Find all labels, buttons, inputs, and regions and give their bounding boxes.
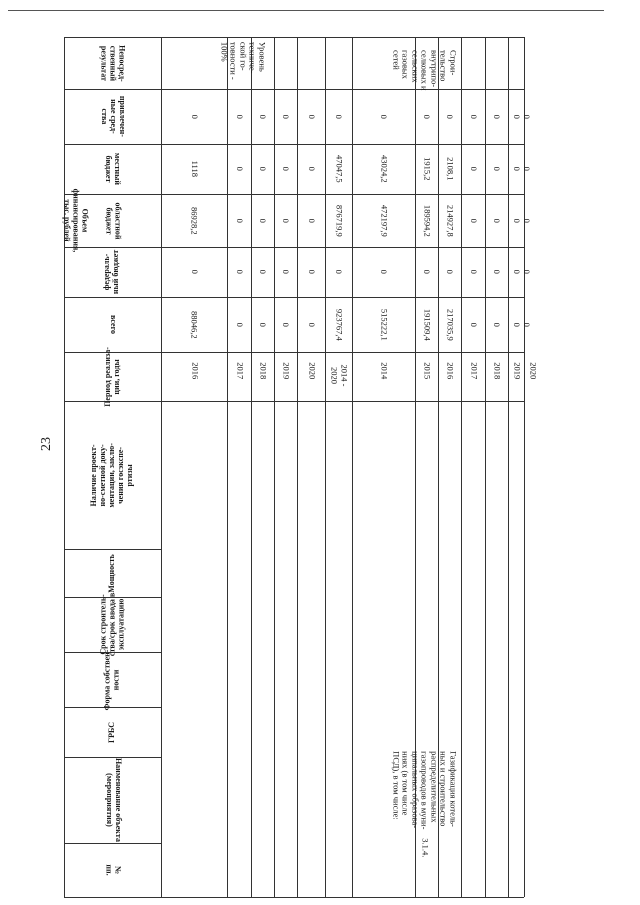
header-regional: областной бюджет xyxy=(104,202,123,239)
cell-period: 2018 xyxy=(492,362,503,380)
cell-attracted: 0 xyxy=(521,114,532,119)
header-federal: федераль- ный бюджет xyxy=(102,249,121,295)
cell-local: 0 xyxy=(511,166,522,172)
cell-total: 0 xyxy=(492,322,503,327)
cell-local: 0 xyxy=(521,166,532,172)
cell-local: 47047,5 xyxy=(334,155,345,183)
header-name: Наименование объекта (мероприятия) xyxy=(104,758,123,842)
cell-period: 2017 xyxy=(468,362,479,380)
cell-total: 217035,9 xyxy=(445,308,456,341)
cell-local: 0 xyxy=(281,166,292,172)
result-group-2: Строи- тельство внутрипо- селковых и сельских газовых сетей xyxy=(391,50,459,91)
cell-attracted: 0 xyxy=(445,114,456,119)
cell-total: 515222,1 xyxy=(379,308,390,341)
cell-local: 0 xyxy=(234,166,245,172)
cell-period: 2014 - 2020 xyxy=(329,364,350,387)
cell-federal: 0 xyxy=(306,269,317,275)
cell-total: 0 xyxy=(234,322,245,327)
header-capacity: Мощность xyxy=(107,553,117,593)
header-grbs: ГРБС xyxy=(107,721,117,743)
cell-attracted: 0 xyxy=(422,114,433,119)
header-period: Период реализа- ции, годы xyxy=(102,346,121,407)
top-rule xyxy=(8,10,604,11)
header-ownership: Форма собствен- ности xyxy=(102,649,121,710)
cell-federal: 0 xyxy=(234,269,245,275)
financing-table xyxy=(62,37,539,897)
cell-period: 2014 xyxy=(379,362,390,380)
cell-attracted: 0 xyxy=(281,114,292,119)
header-attracted: привлечен- ные сред- ства xyxy=(100,95,127,138)
cell-total: 88046,2 xyxy=(189,310,200,339)
header-local: местный бюджет xyxy=(104,152,123,186)
data-rule xyxy=(161,401,524,402)
cell-attracted: 0 xyxy=(306,114,317,119)
cell-regional: 472197,9 xyxy=(379,204,390,237)
cell-regional: 0 xyxy=(468,218,479,223)
cell-attracted: 0 xyxy=(468,114,479,119)
cell-attracted: 0 xyxy=(511,114,522,119)
cell-total: 0 xyxy=(511,322,522,327)
cell-regional: 214927,8 xyxy=(445,204,456,237)
cell-local: 0 xyxy=(306,166,317,172)
header-term: Срок строитель- ства/срок ввода в эксплуатацию xyxy=(98,592,125,657)
cell-local: 0 xyxy=(468,166,479,172)
cell-local: 2108,1 xyxy=(445,157,456,181)
cell-regional: 0 xyxy=(234,218,245,223)
cell-regional: 86928,2 xyxy=(189,206,200,235)
page-number: 23 xyxy=(39,437,54,451)
cell-period: 2019 xyxy=(511,362,522,380)
cell-local: 0 xyxy=(258,166,269,172)
cell-local: 43024,2 xyxy=(379,155,390,183)
cell-regional: 0 xyxy=(306,218,317,223)
cell-total: 0 xyxy=(306,322,317,327)
cell-regional: 0 xyxy=(281,218,292,223)
cell-attracted: 0 xyxy=(334,114,345,119)
cell-period: 2019 xyxy=(281,362,292,380)
table-border xyxy=(64,897,524,898)
cell-attracted: 0 xyxy=(189,114,200,119)
cell-federal: 0 xyxy=(334,269,345,275)
cell-federal: 0 xyxy=(379,269,390,275)
cell-regional: 0 xyxy=(511,218,522,223)
cell-regional: 189594,2 xyxy=(422,204,433,237)
cell-period: 2015 xyxy=(422,362,433,380)
cell-regional: 0 xyxy=(492,218,503,223)
cell-period: 2020 xyxy=(528,362,539,380)
header-total: всего xyxy=(108,314,118,335)
item-name: Газификация котель- ных и строительство распределительных газопроводов в муни- ципальных образова- ниях (в том числе ПСД), в том числе: xyxy=(391,751,459,830)
cell-regional: 0 xyxy=(521,218,532,223)
cell-period: 2018 xyxy=(258,362,269,380)
cell-federal: 0 xyxy=(189,269,200,275)
cell-federal: 0 xyxy=(445,269,456,275)
cell-attracted: 0 xyxy=(234,114,245,119)
cell-period: 2016 xyxy=(445,362,456,380)
item-number: 3.1.4. xyxy=(420,838,431,858)
cell-total: 0 xyxy=(521,322,532,327)
cell-total: 0 xyxy=(281,322,292,327)
cell-local: 0 xyxy=(492,166,503,172)
cell-total: 0 xyxy=(468,322,479,327)
cell-federal: 0 xyxy=(521,269,532,275)
cell-federal: 0 xyxy=(468,269,479,275)
cell-regional: 876719,9 xyxy=(334,204,345,237)
cell-attracted: 0 xyxy=(492,114,503,119)
header-num: № пп. xyxy=(104,864,123,876)
header-result: Непосред- ственный результат xyxy=(100,44,127,82)
cell-regional: 0 xyxy=(258,218,269,223)
cell-federal: 0 xyxy=(258,269,269,275)
cell-period: 2020 xyxy=(306,362,317,380)
cell-federal: 0 xyxy=(422,269,433,275)
cell-period: 2017 xyxy=(234,362,245,380)
cell-federal: 0 xyxy=(492,269,503,275)
cell-local: 1915,2 xyxy=(422,157,433,181)
cell-federal: 0 xyxy=(281,269,292,275)
cell-attracted: 0 xyxy=(258,114,269,119)
cell-federal: 0 xyxy=(511,269,522,275)
cell-period: 2016 xyxy=(189,362,200,380)
cell-total: 191509,4 xyxy=(422,308,433,341)
cell-total: 923767,4 xyxy=(334,308,345,341)
cell-local: 1118 xyxy=(189,160,200,178)
header-financing: Объем финансирования, тыс. рублей xyxy=(62,188,90,253)
cell-attracted: 0 xyxy=(379,114,390,119)
result-group-1: Уровень техниче- ской го- товности - 100% xyxy=(219,41,268,80)
cell-total: 0 xyxy=(258,322,269,327)
header-psd: Наличие проект- но-сметной доку- ментации, заклю- чения госэкспе- ртизы xyxy=(89,442,134,508)
